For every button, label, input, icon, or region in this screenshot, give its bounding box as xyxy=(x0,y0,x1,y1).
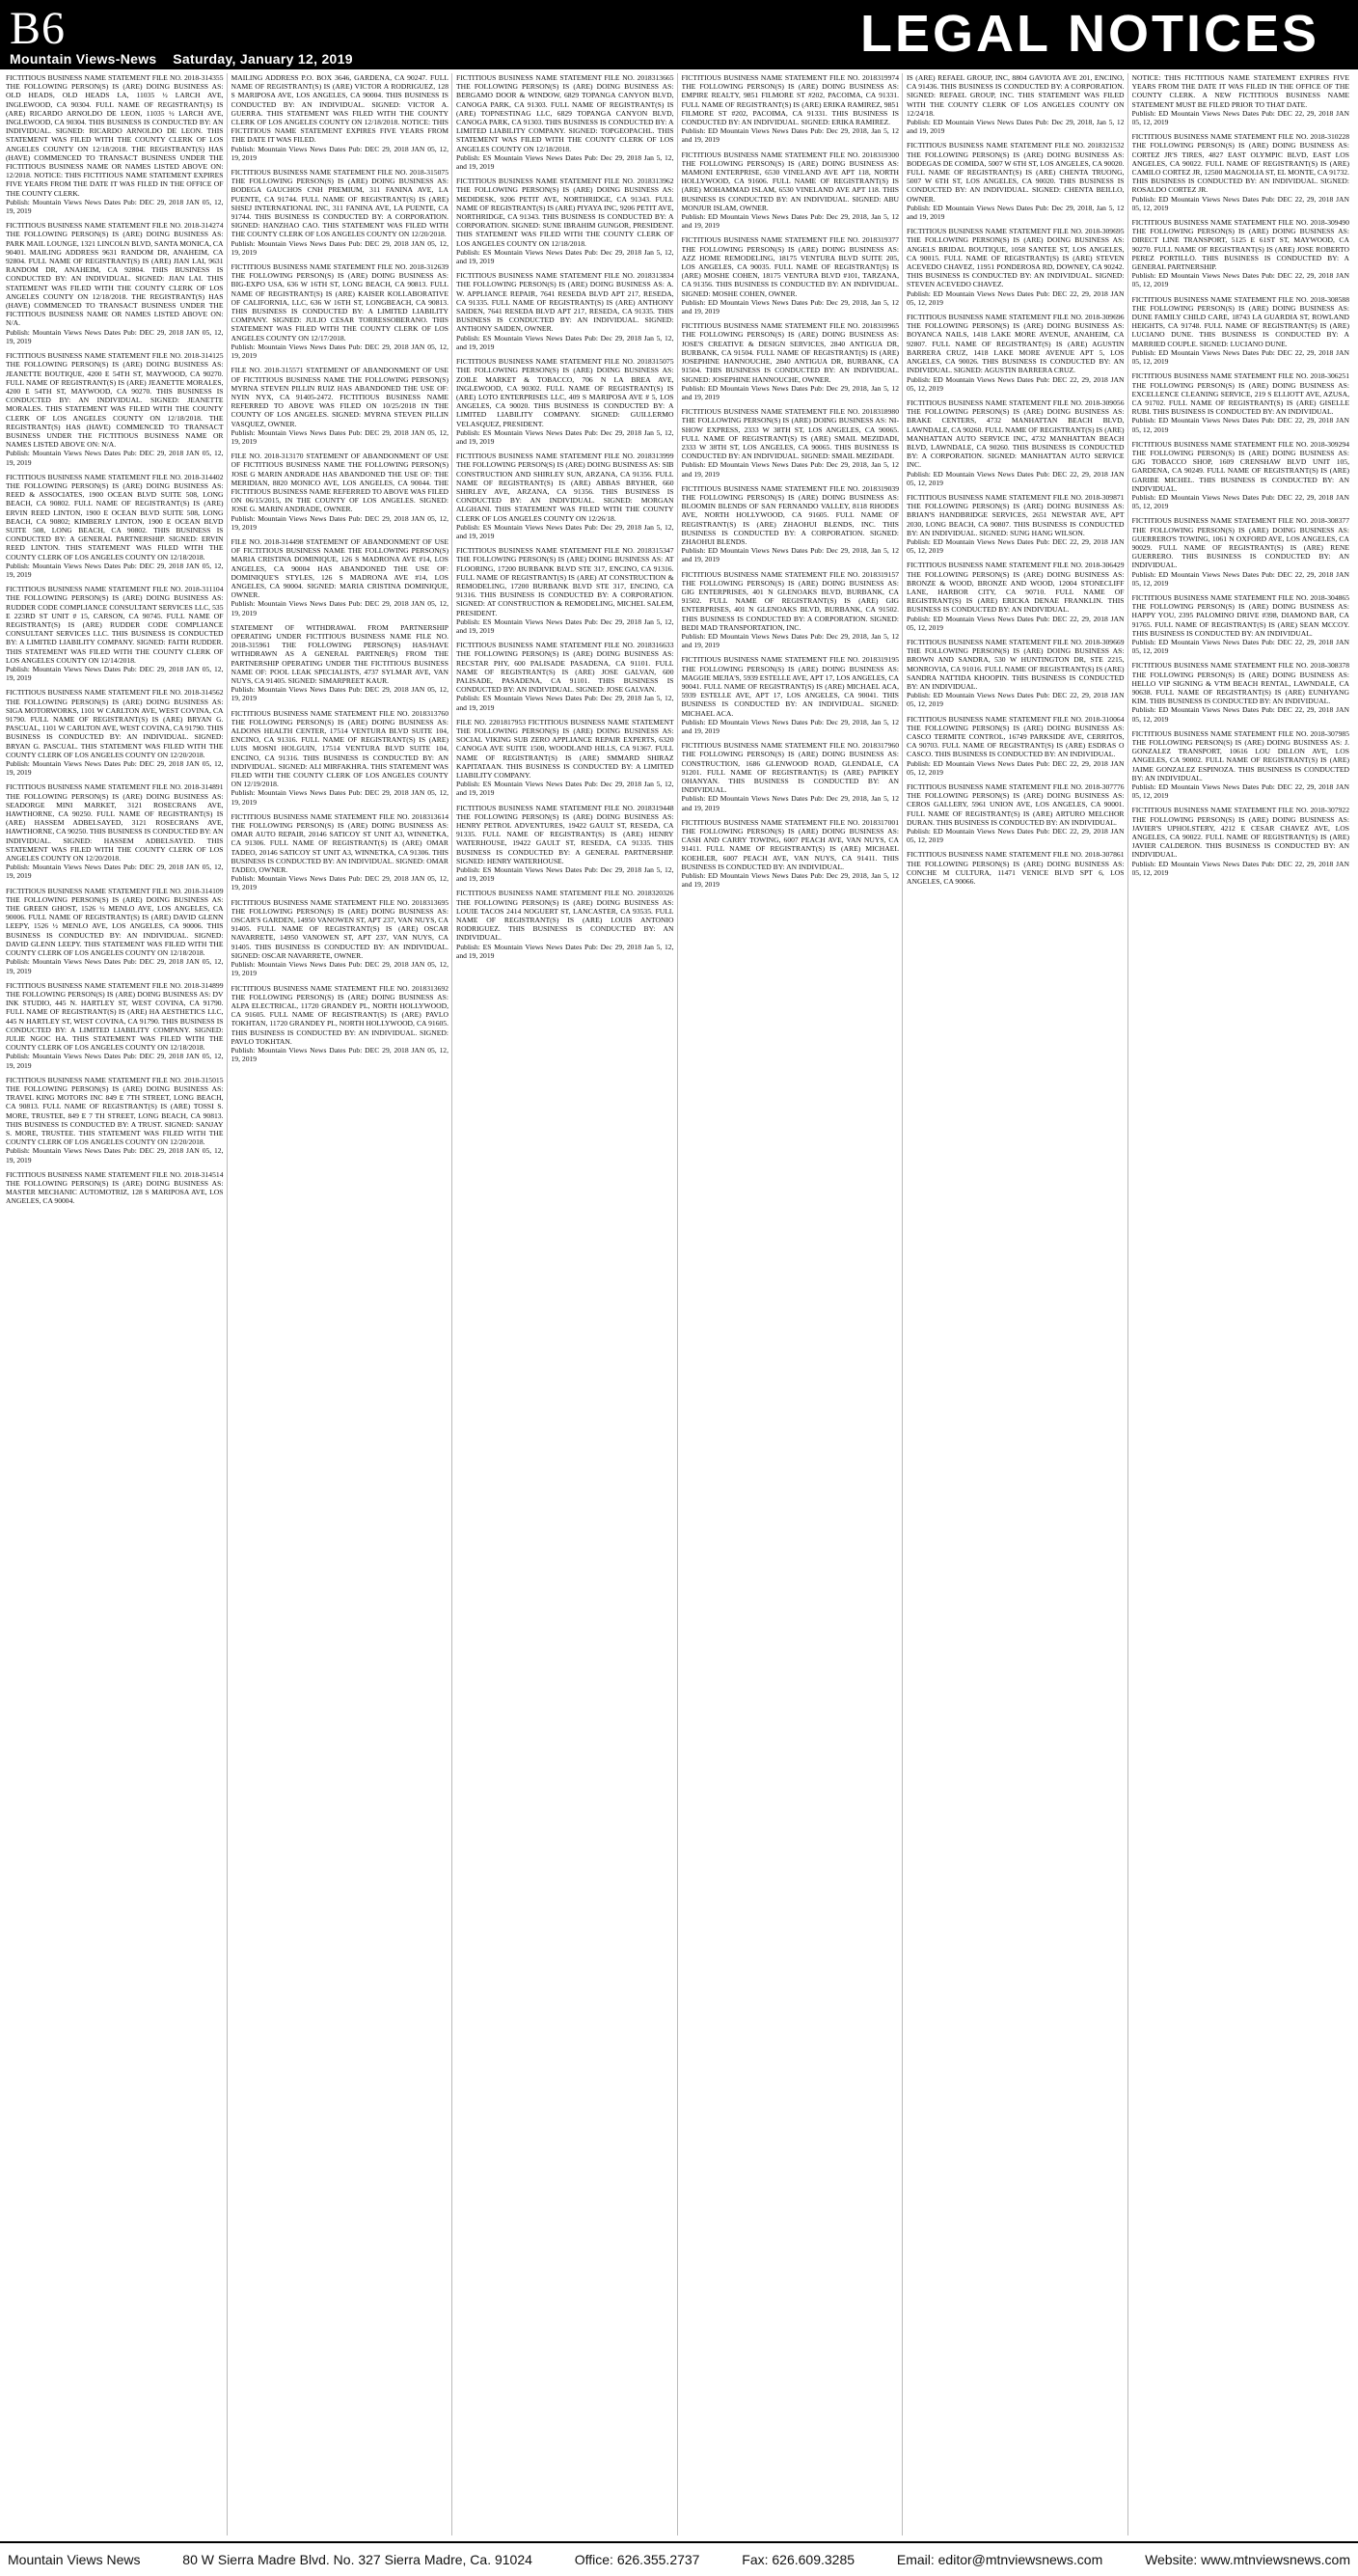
legal-notice xyxy=(6,1076,224,1165)
notice-publish-dates: Publish: ES Mountain Views News Dates Pub: Dec 29, 2018 Jan 5, 12, and 19, 2019 xyxy=(456,333,674,351)
legal-notice xyxy=(682,151,900,231)
notice-heading: FILE NO. 2018-314498 STATEMENT OF ABANDONMENT OF USE OF FICTITIOUS BUSINESS NAME xyxy=(231,536,448,556)
notice-body: THE FOLLOWING PERSON(S) IS (ARE) DOING BUSINESS AS: AT FLOORING, 17200 BURBANK BLVD STE 317, ENCINO, CA 91316. FULL NAME OF REGISTRANT(S) IS (ARE) AT CONSTRUCTION & REMODELING, 17200 BURBANK BLVD STE 317, ENCINO, CA 91316. THIS BUSINESS IS CONDUCTED BY: A CORPORATION. SIGNED: AT CONSTRUCTION & REMODELING, MICHEL SALEM, PRESIDENT. xyxy=(456,555,674,617)
notice-body: THE FOLLOWING PERSON(S) HAS/HAVE WITHDRAWN AS A GENERAL PARTNER(S) FROM THE PARTNERSHIP OPERATING UNDER THE FICTITIOUS BUSINESS NAME OF: POOL LEAK SPECIALISTS, 4737 SYLMAR AVE, VAN NUYS, CA 91405. SIGNED: SIMARPREET KAUR. xyxy=(231,641,448,685)
notice-publish-dates: Publish: ED Mountain Views News Dates Pub: Dec 29, 2018, Jan 5, 12 and 19, 2019 xyxy=(907,203,1125,222)
notice-body: THE FOLLOWING PERSON(S) IS (ARE) DOING BUSINESS AS: ALPA ELECTRICAL, 11720 GRANDEY PL, NORTH HOLLYWOOD, CA 91605. FULL NAME OF REGISTRANT(S) IS (ARE) PAVLO TOKHTAN, 11720 GRANDEY PL, NORTH HOLLYWOOD, CA 91605. THIS BUSINESS IS CONDUCTED BY: AN INDIVIDUAL. SIGNED: PAVLO TOKHTAN. xyxy=(231,992,448,1046)
notice-publish-dates: Publish: ED Mountain Views News Dates Pub: Dec 29, 2018, Jan 5, 12 and 19, 2019 xyxy=(681,460,899,479)
legal-notice xyxy=(456,641,674,712)
notice-heading: FILE NO. 2201817953 FICTITIOUS BUSINESS NAME STATEMENT xyxy=(456,717,674,726)
legal-notice xyxy=(1132,806,1350,877)
notice-heading: FICTITIOUS BUSINESS NAME STATEMENT FILE NO. 2018-309490 xyxy=(1131,218,1349,228)
notice-heading: FICTITIOUS BUSINESS NAME STATEMENT FILE NO. 2018-309294 xyxy=(1131,439,1349,449)
legal-notice xyxy=(456,452,674,540)
page-banner xyxy=(0,0,1358,69)
notice-heading: FICTITIOUS BUSINESS NAME STATEMENT FILE NO. 2018315347 xyxy=(456,546,674,556)
notice-heading: FICTITIOUS BUSINESS NAME STATEMENT FILE NO. 2018313665 xyxy=(456,73,674,82)
notice-body: THE FOLLOWING PERSON(S) IS (ARE) DOING BUSINESS AS: OMAR AUTO REPAIR, 20146 SATICOY ST UNIT A3, WINNETKA, CA 91306. FULL NAME OF REGISTRANT(S) IS (ARE) OMAR TADEO, 20146 SATICOY ST UNIT A3, WINNETKA, CA 91306. THIS BUSINESS IS CONDUCTED BY: AN INDIVIDUAL. SIGNED: OMAR TADEO, OWNER. xyxy=(231,821,448,875)
notice-body: THE FOLLOWING PERSON(S) IS (ARE) DOING BUSINESS AS: EXCELLENCE CLEANING SERVICE, 219 S ELLIOTT AVE, AZUSA, CA 91702. FULL NAME OF REGISTRANT(S) IS (ARE) GISELLE RUBI. THIS BUSINESS IS CONDUCTED BY: AN INDIVIDUAL. xyxy=(1131,380,1349,417)
notice-heading: FICTITIOUS BUSINESS NAME STATEMENT FILE NO. 2018313692 xyxy=(231,983,448,993)
legal-notice xyxy=(907,313,1125,393)
notice-publish-dates: Publish: ED Mountain Views News Dates Pub: Dec 29, 2018, Jan 5, 12 and 19, 2019 xyxy=(681,631,899,650)
notice-body: THE FOLLOWING PERSON(S) IS (ARE) DOING BUSINESS AS: SOCIAL VIKING SUB ZERO APPLIANCE REPAIR EXPERTS, 6320 CANOGA AVE SUITE 1500, WOODLAND HILLS, CA 91367. FULL NAME OF REGISTRANT(S) IS (ARE) SMMARD SHIRAZ KAPITATAAN. THIS BUSINESS IS CONDUCTED BY: A LIMITED LIABILITY COMPANY. xyxy=(456,726,674,781)
footer-website[interactable]: Website: www.mtnviewsnews.com xyxy=(1145,2552,1350,2567)
page-number: B6 xyxy=(10,3,67,54)
legal-notice xyxy=(1132,73,1350,126)
section-title: LEGAL NOTICES xyxy=(859,5,1319,63)
notice-publish-dates: Publish: ES Mountain Views News Dates Pub: Dec 29, 2018 Jan 5, 12, and 19, 2019 xyxy=(456,694,674,712)
notice-publish-dates: Publish: ED Mountain Views News Dates Pub: DEC 22, 29, 2018 JAN 05, 12, 2019 xyxy=(1131,705,1349,724)
notice-publish-dates: Publish: ES Mountain Views News Dates Pub: Dec 29, 2018 Jan 5, 12, and 19, 2019 xyxy=(456,617,674,635)
notice-heading: FICTITIOUS BUSINESS NAME STATEMENT FILE NO. 2018-315075 xyxy=(231,168,448,178)
notice-body: THE FOLLOWING PERSON(S) IS (ARE) DOING BUSINESS AS: BODEGAS DE COMIDA, 5007 W 6TH ST, LOS ANGELES, CA 90020. FULL NAME OF REGISTRANT(S) IS (ARE) CHENTA TRUONG, 5007 W 6TH ST, LOS ANGELES, CA 90020. THIS BUSINESS IS CONDUCTED BY: AN INDIVIDUAL. SIGNED: CHENTA BEILLO, OWNER. xyxy=(907,150,1125,204)
notice-publish-dates: Publish: Mountain Views News Dates Pub: DEC 29, 2018 JAN 05, 12, 19, 2019 xyxy=(231,599,448,617)
notice-publish-dates: Publish: ED Mountain Views News Dates Pub: Dec 29, 2018, Jan 5, 12 and 19, 2019 xyxy=(681,546,899,564)
notice-heading: FICTITIOUS BUSINESS NAME STATEMENT FILE NO. 2018317960 xyxy=(681,741,899,751)
notice-heading: FICTITIOUS BUSINESS NAME STATEMENT FILE NO. 2018-307776 xyxy=(907,782,1125,792)
legal-notice xyxy=(1132,440,1350,511)
notice-publish-dates: Publish: Mountain Views News Dates Pub: DEC 29, 2018 JAN 05, 12, 19, 2019 xyxy=(6,665,224,683)
legal-notice xyxy=(682,407,900,479)
legal-notice xyxy=(231,984,449,1064)
legal-notice xyxy=(682,741,900,812)
notice-body: THE FOLLOWING PERSON(S) IS (ARE) DOING BUSINESS AS: J. GONZALEZ TRANSPORT, 10616 LOU DILLON AVE, LOS ANGELES, CA 90002. FULL NAME OF REGISTRANT(S) IS (ARE) JAIME GONZALEZ ESPINOZA. THIS BUSINESS IS CONDUCTED BY: AN INDIVIDUAL. xyxy=(1131,738,1349,782)
legal-notice xyxy=(456,73,674,171)
notice-heading: FICTITIOUS BUSINESS NAME STATEMENT FILE NO. 2018313962 xyxy=(456,177,674,186)
legal-notice xyxy=(231,452,449,532)
notice-heading: FICTITIOUS BUSINESS NAME STATEMENT FILE NO. 2018-314514 xyxy=(6,1169,224,1179)
legal-notice xyxy=(1132,218,1350,289)
legal-notice xyxy=(456,718,674,798)
notice-heading: FICTITIOUS BUSINESS NAME STATEMENT FILE NO. 2018-310228 xyxy=(1131,132,1349,142)
notice-publish-dates: Publish: ED Mountain Views News Dates Pub: DEC 22, 29, 2018 JAN 05, 12, 2019 xyxy=(1131,637,1349,656)
notice-heading: FICTITIOUS BUSINESS NAME STATEMENT FILE NO. 2018313695 xyxy=(231,897,448,907)
notice-publish-dates: Publish: ED Mountain Views News Dates Pub: Dec 29, 2018, Jan 5, 12 and 19, 2019 xyxy=(681,212,899,231)
notice-publish-dates: Publish: ES Mountain Views News Dates Pub: Dec 29, 2018 Jan 5, 12, and 19, 2019 xyxy=(456,247,674,266)
notice-body: THE FOLLOWING PERSON(S) IS (ARE) DOING BUSINESS AS: CONSTRUCTION, 1686 GLENWOOD ROAD, GLENDALE, CA 91201. FULL NAME OF REGISTRANT(S) IS (ARE) PAPIKEY OHANYAN. THIS BUSINESS IS CONDUCTED BY: AN INDIVIDUAL. xyxy=(681,750,899,795)
legal-notice xyxy=(231,262,449,360)
notice-publish-dates: Publish: ED Mountain Views News Dates Pub: DEC 22, 29, 2018 JAN 05, 12, 2019 xyxy=(1131,492,1349,511)
legal-notice xyxy=(1132,295,1350,367)
notice-heading: FICTITIOUS BUSINESS NAME STATEMENT FILE NO. 2018319195 xyxy=(681,655,899,665)
notice-body: THE FOLLOWING PERSON(S) MARIA CRISTINA DOMINIQUE, 126 S MADRONA AVE #14, LOS ANGELES, CA 90004 HAS ABANDONED THE USE OF: DOMINIQUE'S STYLES, 126 S MADRONA AVE #14, LOS ANGELES, CA 90004. SIGNED: MARIA CRISTINA DOMINIQUE, OWNER. xyxy=(231,546,448,600)
notice-heading: FICTITIOUS BUSINESS NAME STATEMENT FILE NO. 2018-312639 xyxy=(231,262,448,272)
notice-publish-dates: Publish: Mountain Views News Dates Pub: DEC 29, 2018 JAN 05, 12, 19, 2019 xyxy=(231,788,448,807)
notice-body: THE FOLLOWING PERSON(S) IS (ARE) DOING BUSINESS AS: BIG-EXPO USA, 636 W 16TH ST, LONG BEACH, CA 90813. FULL NAME OF REGISTRANT(S) IS (ARE) KAISER KOLLABORATIVE OF CALIFORNIA, LLC, 636 W 16TH ST, LONGBEACH, CA 90813. THIS BUSINESS IS CONDUCTED BY: A LIMITED LIABILITY COMPANY. SIGNED: JULIO CESAR TORRESSOBERANO. THIS STATEMENT WAS FILED WITH THE COUNTY CLERK OF LOS ANGELES COUNTY ON 12/17/2018. xyxy=(231,271,448,343)
notice-column xyxy=(907,73,1128,2535)
notice-publish-dates: Publish: ES Mountain Views News Dates Pub: Dec 29, 2018 Jan 5, 12, and 19, 2019 xyxy=(456,427,674,446)
notice-body: THE FOLLOWING PERSON(S) IS (ARE) DOING BUSINESS AS: EMPIRE REALTY, 9851 FILMORE ST #202, PACOIMA, CA 91331. FULL NAME OF REGISTRANT(S) IS (ARE) ERIKA RAMIREZ, 9851 FILMORE ST #202, PACOIMA, CA 91331. THIS BUSINESS IS CONDUCTED BY: AN INDIVIDUAL. SIGNED: ERIKA RAMIREZ. xyxy=(681,82,899,127)
notice-publish-dates: Publish: ES Mountain Views News Dates Pub: Dec 29, 2018 Jan 5, 12, and 19, 2019 xyxy=(456,152,674,172)
notice-body: THE FOLLOWING PERSON(S) IS (ARE) DOING BUSINESS AS: BRIAN'S HANDBRIDGE SERVICES, 2651 NEWSTAR AVE, APT 2030, LONG BEACH, CA 90807. THIS BUSINESS IS CONDUCTED BY: AN INDIVIDUAL. SIGNED: SUNG HANG WILSON. xyxy=(907,502,1125,537)
legal-notice xyxy=(907,715,1125,777)
notice-body: THE FOLLOWING PERSON(S) IS (ARE) DOING BUSINESS AS: ANGELS BRIDAL BOUTIQUE, 1058 SANTEE ST, LOS ANGELES, CA 90015. FULL NAME OF REGISTRANT(S) IS (ARE) STEVEN ACEVEDO CHAVEZ, 11951 PONDEROSA RD, DOWNEY, CA 90242. THIS BUSINESS IS CONDUCTED BY: AN INDIVIDUAL. SIGNED: STEVEN ACEVEDO CHAVEZ. xyxy=(907,235,1125,289)
notice-columns xyxy=(6,73,1352,2535)
notice-publish-dates: Publish: ED Mountain Views News Dates Pub: DEC 22, 29, 2018 JAN 05, 12, 2019 xyxy=(907,374,1125,393)
legal-notice xyxy=(231,73,449,162)
notice-publish-dates: Publish: ED Mountain Views News Dates Pub: DEC 22, 29, 2018 JAN 05, 12, 2019 xyxy=(907,614,1125,632)
notice-heading: FICTITIOUS BUSINESS NAME STATEMENT FILE NO. 2018319965 xyxy=(681,321,899,331)
notice-body: NOTICE: THIS FICTITIOUS NAME STATEMENT EXPIRES FIVE YEARS FROM THE DATE IT WAS FILED IN THE OFFICE OF THE COUNTY CLERK. A NEW FICTITIOUS BUSINESS NAME STATEMENT MUST BE FILED PRIOR TO THAT DATE. xyxy=(1131,73,1349,109)
footer-publication: Mountain Views News xyxy=(8,2552,141,2567)
notice-body: THE FOLLOWING PERSON(S) IS (ARE) DOING BUSINESS AS: SEADORGE MINI MARKET, 3121 ROSECRANS AVE, HAWTHORNE, CA 90250. FULL NAME OF REGISTRANT(S) IS (ARE) HASSEM ADBELSAYED, 3121 ROSECRANS AVE, HAWTHORNE, CA 90250. THIS BUSINESS IS CONDUCTED BY: AN INDIVIDUAL. SIGNED: HASSEM ADBELSAYED. THIS STATEMENT WAS FILED WITH THE COUNTY CLERK OF LOS ANGELES COUNTY ON 12/20/2018. xyxy=(6,791,224,863)
notice-column xyxy=(1132,73,1353,2535)
footer-address: 80 W Sierra Madre Blvd. No. 327 Sierra Madre, Ca. 91024 xyxy=(182,2552,532,2567)
notice-heading: FICTITIOUS BUSINESS NAME STATEMENT FILE NO. 2018313614 xyxy=(231,811,448,821)
notice-heading: FICTITIOUS BUSINESS NAME STATEMENT FILE NO. 2018319039 xyxy=(681,483,899,493)
legal-notice xyxy=(456,889,674,960)
notice-publish-dates: Publish: Mountain Views News Dates Pub: DEC 29, 2018 JAN 05, 12, 19, 2019 xyxy=(231,144,448,162)
legal-notice xyxy=(6,887,224,975)
notice-heading: FICTITIOUS BUSINESS NAME STATEMENT FILE NO. 2018-314891 xyxy=(6,782,224,792)
notice-heading: FICTITIOUS BUSINESS NAME STATEMENT FILE NO. 2018320326 xyxy=(456,889,674,898)
notice-body: THE FOLLOWING PERSON(S) IS (ARE) DOING BUSINESS AS: JOSE'S CREATIVE & DESIGN SERVICES, 2840 ANTIGUA DR, BURBANK, CA 91504. FULL NAME OF REGISTRANT(S) IS (ARE) JOSEPHINE HANNOUCHE, 2840 ANTIGUA DR, BURBANK, CA 91504. THIS BUSINESS IS CONDUCTED BY: AN INDIVIDUAL. SIGNED: JOSEPHINE HANNOUCHE, OWNER. xyxy=(681,330,899,384)
notice-body: THE FOLLOWING PERSON(S) IS (ARE) DOING BUSINESS AS: A. W. APPLIANCE REPAIR, 7641 RESEDA BLVD APT 217, RESEDA, CA 91335. FULL NAME OF REGISTRANT(S) IS (ARE) ANTHONY SAIDEN, 7641 RESEDA BLVD APT 217, RESEDA, CA 91335. THIS BUSINESS IS CONDUCTED BY: AN INDIVIDUAL. SIGNED: ANTHONY SAIDEN, OWNER. xyxy=(456,280,674,334)
notice-publish-dates: Publish: Mountain Views News Dates Pub: DEC 29, 2018 JAN 05, 12, 19, 2019 xyxy=(231,427,448,446)
legal-notice xyxy=(907,850,1125,886)
notice-heading: FICTITIOUS BUSINESS NAME STATEMENT FILE NO. 2018-306429 xyxy=(907,561,1125,570)
legal-notice xyxy=(682,484,900,564)
notice-heading: FICTITIOUS BUSINESS NAME STATEMENT FILE NO. 2018313999 xyxy=(456,452,674,461)
notice-heading: FICTITIOUS BUSINESS NAME STATEMENT FILE NO. 2018319448 xyxy=(456,803,674,812)
notice-heading: FICTITIOUS BUSINESS NAME STATEMENT FILE NO. 2018-315015 xyxy=(6,1075,224,1084)
legal-notice xyxy=(6,981,224,1070)
notice-body: THE FOLLOWING PERSON(S) IS (ARE) DOING BUSINESS AS: BERGAMO DOOR & WINDOW, 6829 TOPANGA CANYON BLVD, CANOGA PARK, CA 91303. FULL NAME OF REGISTRANT(S) IS (ARE) TOPNESTINAG LLC, 6829 TOPANGA CANYON BLVD, CANOGA PARK, CA 91303. THIS BUSINESS IS CONDUCTED BY: A LIMITED LIABILITY COMPANY. SIGNED: TOPGEOPACHL. THIS STATEMENT WAS FILED WITH THE COUNTY CLERK OF LOS ANGELES COUNTY ON 12/18/2018. xyxy=(456,82,674,153)
notice-column xyxy=(682,73,904,2535)
notice-publish-dates: Publish: Mountain Views News Dates Pub: DEC 29, 2018 JAN 05, 12, 19, 2019 xyxy=(231,238,448,257)
notice-body: THE FOLLOWING PERSON(S) IS (ARE) DOING BUSINESS AS: RECSTAR PHY, 600 PALISADE PASADENA, CA 91101. FULL NAME OF REGISTRANT(S) IS (ARE) JOSE GALVAN, 600 PALISADE, PASADENA, CA 91101. THIS BUSINESS IS CONDUCTED BY: AN INDIVIDUAL. SIGNED: JOSE GALVAN. xyxy=(456,649,674,695)
notice-body: THE FOLLOWING PERSON(S) IS (ARE) DOING BUSINESS AS: NI-SHOW EXPRESS, 2333 W 38TH ST, LOS ANGELES, CA 90065. FULL NAME OF REGISTRANT(S) IS (ARE) SMAIL MEZIDADI, 2333 W 38TH ST, LOS ANGELES, CA 90065. THIS BUSINESS IS CONDUCTED BY: AN INDIVIDUAL. SIGNED: SMAIL MEZIDADI. xyxy=(681,416,899,461)
notice-heading: FICTITIOUS BUSINESS NAME STATEMENT FILE NO. 2018-308588 xyxy=(1131,294,1349,304)
legal-notice xyxy=(1132,729,1350,801)
legal-notice xyxy=(907,561,1125,632)
notice-body: THE FOLLOWING PERSON(S) IS (ARE) DOING BUSINESS AS: GUERRERO'S TOWING, 1061 N OXFORD AVE, LOS ANGELES, CA 90029. FULL NAME OF REGISTRANT(S) IS (ARE) RENE GUERRERO. THIS BUSINESS IS CONDUCTED BY: AN INDIVIDUAL. xyxy=(1131,525,1349,570)
notice-body: IS (ARE) REFAEL GROUP, INC, 8804 GAVIOTA AVE 201, ENCINO, CA 91436. THIS BUSINESS IS CONDUCTED BY: A CORPORATION. SIGNED: REFAEL GROUP, INC. THIS STATEMENT WAS FILED WITH THE COUNTY CLERK OF LOS ANGELES COUNTY ON 12/24/18. xyxy=(907,73,1125,118)
notice-column xyxy=(231,73,453,2535)
notice-publish-dates: Publish: ED Mountain Views News Dates Pub: DEC 22, 29, 2018 JAN 05, 12, 2019 xyxy=(907,469,1125,487)
notice-heading: FICTITIOUS BUSINESS NAME STATEMENT FILE NO. 2018315075 xyxy=(456,357,674,367)
notice-heading: FICTITIOUS BUSINESS NAME STATEMENT FILE NO. 2018321532 xyxy=(907,141,1125,151)
notice-publish-dates: Publish: ED Mountain Views News Dates Pub: DEC 22, 29, 2018 JAN 05, 12, 2019 xyxy=(907,288,1125,307)
notice-heading: FICTITIOUS BUSINESS NAME STATEMENT FILE NO. 2018-306251 xyxy=(1131,371,1349,381)
notice-heading: FICTITIOUS BUSINESS NAME STATEMENT FILE NO. 2018-309695 xyxy=(907,227,1125,236)
notice-heading: FICTITIOUS BUSINESS NAME STATEMENT FILE NO. 2018-314109 xyxy=(6,886,224,895)
notice-body: THE FOLLOWING PERSON(S) MYRNA STEVEN PILLIN RUIZ HAS ABANDONED THE USE OF: NYIN NYX, CA 91405-2472. FICTITIOUS BUSINESS NAME REFERRED TO ABOVE WAS FILED ON 10/25/2018 IN THE COUNTY OF LOS ANGELES. SIGNED: MYRNA STEVEN PILLIN VASQUEZ, OWNER. xyxy=(231,374,448,428)
legal-notice xyxy=(682,818,900,890)
legal-notice xyxy=(6,73,224,215)
legal-notice xyxy=(907,141,1125,221)
legal-notice xyxy=(682,235,900,315)
notice-publish-dates: Publish: ED Mountain Views News Dates Pub: DEC 22, 29, 2018 JAN 05, 12, 2019 xyxy=(1131,271,1349,289)
notice-heading: FICTITIOUS BUSINESS NAME STATEMENT FILE NO. 2018313834 xyxy=(456,271,674,281)
notice-body: THE FOLLOWING PERSON(S) IS (ARE) DOING BUSINESS AS: JEANETTE BOUTIQUE, 4200 E 54TH ST, MAYWOOD, CA 90270. FULL NAME OF REGISTRANT(S) IS (ARE) JEANETTE MORALES, 4200 E 54TH ST, MAYWOOD, CA 90270. THIS BUSINESS IS CONDUCTED BY: AN INDIVIDUAL. SIGNED: JEANETTE MORALES. THIS STATEMENT WAS FILED WITH THE COUNTY CLERK OF LOS ANGELES COUNTY ON 12/18/2018. THE REGISTRANT(S) HAS (HAVE) COMMENCED TO TRANSACT BUSINESS UNDER THE FICTITIOUS BUSINESS NAME OR NAMES LISTED ABOVE ON: N/A. xyxy=(6,360,224,450)
notice-body: THE FOLLOWING PERSON(S) IS (ARE) DOING BUSINESS AS: PARK MAIL LOUNGE, 1321 LINCOLN BLVD, SANTA MONICA, CA 90401. MAILING ADDRESS 9631 RANDOM DR, ANAHEIM, CA 92804. FULL NAME OF REGISTRANT(S) IS (ARE) JIAN LAI, 9631 RANDOM DR, ANAHEIM, CA 92804. THIS BUSINESS IS CONDUCTED BY: AN INDIVIDUAL. SIGNED: JIAN LAI. THIS STATEMENT WAS FILED WITH THE COUNTY CLERK OF LOS ANGELES COUNTY ON 12/18/2018. THE REGISTRANT(S) HAS (HAVE) COMMENCED TO TRANSACT BUSINESS UNDER THE FICTITIOUS BUSINESS NAME OR NAMES LISTED ABOVE ON: N/A. xyxy=(6,230,224,328)
legal-notice xyxy=(231,623,449,703)
notice-heading: FICTITIOUS BUSINESS NAME STATEMENT FILE NO. 2018-314402 xyxy=(6,472,224,481)
notice-publish-dates: Publish: ED Mountain Views News Dates Pub: DEC 22, 29, 2018 JAN 05, 12, 2019 xyxy=(1131,416,1349,434)
notice-publish-dates: Publish: ED Mountain Views News Dates Pub: DEC 22, 29, 2018 JAN 05, 12, 2019 xyxy=(1131,108,1349,127)
notice-publish-dates: Publish: ED Mountain Views News Dates Pub: Dec 29, 2018, Jan 5, 12 and 19, 2019 xyxy=(681,297,899,316)
legal-notice xyxy=(231,812,449,892)
notice-publish-dates: Publish: Mountain Views News Dates Pub: DEC 29, 2018 JAN 05, 12, 19, 2019 xyxy=(6,561,224,579)
notice-publish-dates: Publish: ES Mountain Views News Dates Pub: Dec 29, 2018 Jan 5, 12, and 19, 2019 xyxy=(456,780,674,798)
notice-body: THE FOLLOWING PERSON(S) IS (ARE) DOING BUSINESS AS: THE GREEN GHOST, 1526 ½ MENLO AVE, LOS ANGELES, CA 90006. FULL NAME OF REGISTRANT(S) IS (ARE) DAVID GLENN LEEPY, 1526 ½ MENLO AVE, LOS ANGELES, CA 90006. THIS BUSINESS IS CONDUCTED BY: AN INDIVIDUAL. SIGNED: DAVID GLENN LEEPY. THIS STATEMENT WAS FILED WITH THE COUNTY CLERK OF LOS ANGELES COUNTY ON 12/18/2018. xyxy=(6,894,224,958)
legal-notice xyxy=(6,1170,224,1206)
notice-body: THE FOLLOWING PERSON(S) IS (ARE) DOING BUSINESS AS: GIG ENTERPRISES, 401 N GLENOAKS BLVD, BURBANK, CA 91502. FULL NAME OF REGISTRANT(S) IS (ARE) GIG ENTERPRISES, 401 N GLENOAKS BLVD, BURBANK, CA 91502. THIS BUSINESS IS CONDUCTED BY: A CORPORATION. SIGNED: BEDI MAD TRANSPORTATION, INC. xyxy=(681,578,899,632)
notice-publish-dates: Publish: ED Mountain Views News Dates Pub: Dec 29, 2018, Jan 5, 12 and 19, 2019 xyxy=(681,383,899,401)
notice-publish-dates: Publish: Mountain Views News Dates Pub: DEC 29, 2018 JAN 05, 12, 19, 2019 xyxy=(6,1146,224,1165)
notice-heading: FICTITIOUS BUSINESS NAME STATEMENT FILE NO. 2018319377 xyxy=(681,235,899,245)
legal-notice xyxy=(907,227,1125,307)
notice-heading: FICTITIOUS BUSINESS NAME STATEMENT FILE NO. 2018-307922 xyxy=(1131,806,1349,815)
notice-publish-dates: Publish: Mountain Views News Dates Pub: DEC 29, 2018 JAN 05, 12, 19, 2019 xyxy=(231,685,448,703)
notice-body: THE FOLLOWING PERSON(S) IS (ARE) DOING BUSINESS AS: DUNE FAMILY CHILD CARE, 18743 LA GUARDIA ST, ROWLAND HEIGHTS, CA 91748. FULL NAME OF REGISTRANT(S) IS (ARE) LUCIANO DUNE. THIS BUSINESS IS CONDUCTED BY: A MARRIED COUPLE. SIGNED: LUCIANO DUNE. xyxy=(1131,303,1349,348)
notice-heading: FICTITIOUS BUSINESS NAME STATEMENT FILE NO. 2018-309056 xyxy=(907,397,1125,407)
legal-notice xyxy=(682,73,900,145)
legal-notice xyxy=(456,271,674,351)
notice-heading: FICTITIOUS BUSINESS NAME STATEMENT FILE NO. 2018313760 xyxy=(231,708,448,718)
notice-publish-dates: Publish: ED Mountain Views News Dates Pub: DEC 22, 29, 2018 JAN 05, 12, 2019 xyxy=(907,691,1125,709)
notice-publish-dates: Publish: Mountain Views News Dates Pub: DEC 29, 2018 JAN 05, 12, 19, 2019 xyxy=(231,513,448,532)
notice-body: THE FOLLOWING PERSON(S) IS (ARE) DOING BUSINESS AS: GJG TOBACCO SHOP, 1609 CRENSHAW BLVD UNIT 105, GARDENA, CA 90249. FULL NAME OF REGISTRANT(S) IS (ARE) GARIBE MICHEL. THIS BUSINESS IS CONDUCTED BY: AN INDIVIDUAL. xyxy=(1131,448,1349,493)
legal-notice xyxy=(231,537,449,617)
notice-heading: FICTITIOUS BUSINESS NAME STATEMENT FILE NO. 2018-309696 xyxy=(907,313,1125,322)
legal-notice xyxy=(682,570,900,650)
notice-publish-dates: Publish: ED Mountain Views News Dates Pub: Dec 29, 2018, Jan 5, 12 and 19, 2019 xyxy=(907,118,1125,136)
notice-publish-dates: Publish: ED Mountain Views News Dates Pub: DEC 22, 29, 2018 JAN 05, 12, 2019 xyxy=(907,536,1125,556)
notice-body: MAILING ADDRESS P.O. BOX 3646, GARDENA, CA 90247. FULL NAME OF REGISTRANT(S) IS (ARE) VICTOR A RODRIGUEZ, 128 S MARIPOSA AVE, LOS ANGELES, CA 90004. THIS BUSINESS IS CONDUCTED BY: AN INDIVIDUAL. SIGNED: VICTOR A. GUERRA. THIS STATEMENT WAS FILED WITH THE COUNTY CLERK OF LOS ANGELES COUNTY ON 12/18/2018. NOTICE: THIS FICTITIOUS NAME STATEMENT EXPIRES FIVE YEARS FROM THE DATE IT WAS FILED. xyxy=(231,73,448,145)
notice-body: THE FOLLOWING PERSON(S) IS (ARE) DOING BUSINESS AS: DIRECT LINE TRANSPORT, 5125 E 61ST ST, MAYWOOD, CA 90270. FULL NAME OF REGISTRANT(S) IS (ARE) JOSE ROBERTO PEREZ PORTILLO. THIS BUSINESS IS CONDUCTED BY: A GENERAL PARTNERSHIP. xyxy=(1131,227,1349,272)
notice-body: THE FOLLOWING PERSON(S) IS (ARE) DOING BUSINESS AS: BROWN AND SANDRA, 530 W HUNTINGTON DR, STE 2215, MONROVIA, CA 91016. FULL NAME OF REGISTRANT(S) IS (ARE) SANDRA NATTIDA KHOOPIN. THIS BUSINESS IS CONDUCTED BY: AN INDIVIDUAL. xyxy=(907,646,1125,691)
notice-heading: FICTITIOUS BUSINESS NAME STATEMENT FILE NO. 2018-309669 xyxy=(907,637,1125,646)
legal-notice xyxy=(6,221,224,345)
notice-publish-dates: Publish: Mountain Views News Dates Pub: DEC 29, 2018 JAN 05, 12, 19, 2019 xyxy=(231,874,448,892)
notice-heading: FICTITIOUS BUSINESS NAME STATEMENT FILE NO. 2018316633 xyxy=(456,641,674,650)
notice-body: THE FOLLOWING PERSON(S) IS (ARE) DOING BUSINESS AS: DV INK STUDIO, 445 N. HARTLEY ST, WEST COVINA, CA 91790. FULL NAME OF REGISTRANT(S) IS (ARE) HA AESTHETICS LLC, 445 N HARTLEY ST, WEST COVINA, CA 91790. THIS BUSINESS IS CONDUCTED BY: A LIMITED LIABILITY COMPANY. SIGNED: JULIE NGOC HA. THIS STATEMENT WAS FILED WITH THE COUNTY CLERK OF LOS ANGELES COUNTY ON 12/18/2018. xyxy=(6,989,224,1053)
notice-heading: FICTITIOUS BUSINESS NAME STATEMENT FILE NO. 2018-314274 xyxy=(6,221,224,231)
notice-publish-dates: Publish: ED Mountain Views News Dates Pub: DEC 22, 29, 2018 JAN 05, 12, 2019 xyxy=(1131,194,1349,212)
notice-body: THE FOLLOWING PERSON(S) IS (ARE) DOING BUSINESS AS: CORTEZ JR'S TIRES, 4827 EAST OLYMPIC BLVD, EAST LOS ANGELES, CA 90022. FULL NAME OF REGISTRANT(S) IS (ARE) CAMILO CORTEZ JR, 12500 MAGNOLIA ST, EL MONTE, CA 91732. THIS BUSINESS IS CONDUCTED BY: AN INDIVIDUAL. SIGNED: ROSALDO CORTEZ JR. xyxy=(1131,141,1349,195)
notice-publish-dates: Publish: Mountain Views News Dates Pub: DEC 29, 2018 JAN 05, 12, 19, 2019 xyxy=(6,1052,224,1070)
legal-notice xyxy=(231,168,449,257)
notice-body: THE FOLLOWING PERSON(S) IS (ARE) DOING BUSINESS AS: ALDONS HEALTH CENTER, 17514 VENTURA BLVD SUITE 104, ENCINO, CA 91316. FULL NAME OF REGISTRANT(S) IS (ARE) LUIS MOSNI HOLGUIN, 17514 VENTURA BLVD SUITE 104, ENCINO, CA 91316. THIS BUSINESS IS CONDUCTED BY: AN INDIVIDUAL. SIGNED: ALI MIRFAKHRA. THIS STATEMENT WAS FILED WITH THE COUNTY CLERK OF LOS ANGELES COUNTY ON 12/19/2018. xyxy=(231,717,448,789)
legal-notice xyxy=(907,73,1125,135)
notice-heading: FICTITIOUS BUSINESS NAME STATEMENT FILE NO. 2018-307861 xyxy=(907,850,1125,860)
notice-body: THE FOLLOWING PERSON(S) IS (ARE) DOING BUSINESS AS: BLOOMIN BLENDS OF SAN FERNANDO VALLEY, 8118 RHODES AVE, NORTH HOLLYWOOD, CA 91605. FULL NAME OF REGISTRANT(S) IS (ARE) ZHAOHUI BLENDS, INC. THIS BUSINESS IS CONDUCTED BY: A CORPORATION. SIGNED: ZHAOHUI BLENDS. xyxy=(681,492,899,546)
notice-body: THE FOLLOWING PERSON(S) IS (ARE) DOING BUSINESS AS: HENRY PETROL ADVENTURES, 19422 GAULT ST, RESEDA, CA 91335. FULL NAME OF REGISTRANT(S) IS (ARE) HENRY WATERHOUSE, 19422 GAULT ST, RESEDA, CA 91335. THIS BUSINESS IS CONDUCTED BY: A GENERAL PARTNERSHIP. SIGNED: HENRY WATERHOUSE. xyxy=(456,811,674,865)
legal-notice xyxy=(231,709,449,807)
legal-notice xyxy=(907,398,1125,487)
notice-column xyxy=(456,73,678,2535)
legal-notice xyxy=(231,366,449,446)
legal-notice xyxy=(456,804,674,884)
notice-heading: FICTITIOUS BUSINESS NAME STATEMENT FILE NO. 2018-309871 xyxy=(907,492,1125,502)
notice-body: THE FOLLOWING PERSON(S) IS (ARE) DOING BUSINESS AS: SIB CONSTRUCTION AND SHIRLEY SUN, ARZANA, CA 91356. FULL NAME OF REGISTRANT(S) IS (ARE) ABBAS BRYHER, 660 SHIRLEY AVE, ARZANA, CA 91356. THIS BUSINESS IS CONDUCTED BY: AN INDIVIDUAL. SIGNED: MORGAN ALGHANI. THIS STATEMENT WAS FILED WITH THE COUNTY CLERK OF LOS ANGELES COUNTY ON 12/26/18. xyxy=(456,460,674,523)
notice-heading: FICTITIOUS BUSINESS NAME STATEMENT FILE NO. 2018-307985 xyxy=(1131,728,1349,738)
notice-publish-dates: Publish: Mountain Views News Dates Pub: DEC 29, 2018 JAN 05, 12, 19, 2019 xyxy=(6,327,224,345)
notice-heading: FILE NO. 2018-315571 STATEMENT OF ABANDONMENT OF USE OF FICTITIOUS BUSINESS NAME xyxy=(231,366,448,384)
notice-body: THE FOLLOWING PERSON(S) IS (ARE) DOING BUSINESS AS: CASCO TERMITE CONTROL, 16749 PARKSIDE AVE, CERRITOS, CA 90703. FULL NAME OF REGISTRANT(S) IS (ARE) ESDRAS O CASCO. THIS BUSINESS IS CONDUCTED BY: AN INDIVIDUAL. xyxy=(907,723,1125,759)
notice-heading: FICTITIOUS BUSINESS NAME STATEMENT FILE NO. 2018319300 xyxy=(681,150,899,159)
legal-notice xyxy=(907,782,1125,844)
notice-heading: FILE NO. 2018-313170 STATEMENT OF ABANDONMENT OF USE OF FICTITIOUS BUSINESS NAME xyxy=(231,452,448,470)
notice-heading: STATEMENT OF WITHDRAWAL FROM PARTNERSHIP OPERATING UNDER FICTITIOUS BUSINESS NAME FILE NO. 2018-315961 xyxy=(231,622,448,650)
notice-publish-dates: Publish: ED Mountain Views News Dates Pub: Dec 29, 2018, Jan 5, 12 and 19, 2019 xyxy=(681,794,899,812)
notice-body: THE FOLLOWING PERSON(S) IS (ARE) DOING BUSINESS AS: HAPPY YOU, 2395 PALOMINO DRIVE #398, DIAMOND BAR, CA 91765. FULL NAME OF REGISTRANT(S) IS (ARE) SEAN MCCOY. THIS BUSINESS IS CONDUCTED BY: AN INDIVIDUAL. xyxy=(1131,602,1349,638)
notice-publish-dates: Publish: ED Mountain Views News Dates Pub: Dec 29, 2018, Jan 5, 12 and 19, 2019 xyxy=(681,126,899,145)
notice-publish-dates: Publish: Mountain Views News Dates Pub: DEC 29, 2018 JAN 05, 12, 19, 2019 xyxy=(6,863,224,881)
legal-notice xyxy=(231,898,449,978)
notice-body: THE FOLLOWING PERSON(S) IS (ARE) DOING BUSINESS AS: OSCAR'S GARDEN, 14950 VANOWEN ST, APT 237, VAN NUYS, CA 91405. FULL NAME OF REGISTRANT(S) IS (ARE) OSCAR NAVARRETE, 14950 VANOWEN ST, APT 237, VAN NUYS, CA 91405. THIS BUSINESS IS CONDUCTED BY: AN INDIVIDUAL. SIGNED: OSCAR NAVARRETE, OWNER. xyxy=(231,906,448,960)
legal-notice xyxy=(6,473,224,579)
notice-body: THE FOLLOWING PERSON(S) IS (ARE) DOING BUSINESS AS: RUDDER CODE COMPLIANCE CONSULTANT SERVICES LLC, 535 E 223RD ST UNIT # 15, CARSON, CA 90745. FULL NAME OF REGISTRANT(S) IS (ARE) RUDDER CODE COMPLIANCE CONSULTANT SERVICES LLC. THIS BUSINESS IS CONDUCTED BY: A LIMITED LIABILITY COMPANY. SIGNED: FAITH RUDDER. THIS STATEMENT WAS FILED WITH THE COUNTY CLERK OF LOS ANGELES COUNTY ON 12/14/2018. xyxy=(6,593,224,665)
notice-body: THE FOLLOWING PERSON(S) IS (ARE) DOING BUSINESS AS: BOYANCA NAILS, 1418 LAKE MORE AVENUE, ANAHEIM, CA 92807. FULL NAME OF REGISTRANT(S) IS (ARE) AGUSTIN BARRERA CRUZ, 1418 LAKE MORE AVENUE APT 5, LOS ANGELES, CA 90026. THIS BUSINESS IS CONDUCTED BY: AN INDIVIDUAL. SIGNED: AGUSTIN BARRERA CRUZ. xyxy=(907,321,1125,375)
masthead-line xyxy=(10,51,353,67)
footer-fax: Fax: 626.609.3285 xyxy=(742,2552,856,2567)
notice-body: THE FOLLOWING PERSON(S) JOSE G MARIN ANDRADE HAS ABANDONED THE USE OF: THE MERIDIAN, 8820 MONICO AVE, LOS ANGELES, CA 90044. THE FICTITIOUS BUSINESS NAME REFERRED TO ABOVE WAS FILED ON 06/15/2015, IN THE COUNTY OF LOS ANGELES. SIGNED: JOSE G. MARIN ANDRADE, OWNER. xyxy=(231,460,448,514)
notice-body: THE FOLLOWING PERSON(S) IS (ARE) DOING BUSINESS AS: BRONZE & WOOD, BRONZE AND WOOD, 12004 STONECLIFF LANE, HARBOR CITY, CA 90710. FULL NAME OF REGISTRANT(S) IS (ARE) ERICKA DENAE FRANKLIN. THIS BUSINESS IS CONDUCTED BY: AN INDIVIDUAL. xyxy=(907,569,1125,615)
legal-notice xyxy=(1132,371,1350,433)
legal-notice xyxy=(456,177,674,265)
legal-notice xyxy=(1132,132,1350,212)
notice-publish-dates: Publish: ES Mountain Views News Dates Pub: Dec 29, 2018 Jan 5, 12, and 19, 2019 xyxy=(456,522,674,540)
legal-notice xyxy=(6,688,224,777)
notice-body: THE FOLLOWING PERSON(S) IS (ARE) DOING BUSINESS AS: MASTER MECHANIC AUTOMOTRIZ, 128 S MARIPOSA AVE, LOS ANGELES, CA 90004. xyxy=(6,1178,224,1206)
notice-publish-dates: Publish: ED Mountain Views News Dates Pub: DEC 22, 29, 2018 JAN 05, 12, 2019 xyxy=(1131,782,1349,801)
notice-heading: FICTITIOUS BUSINESS NAME STATEMENT FILE NO. 2018317001 xyxy=(681,817,899,827)
notice-publish-dates: Publish: ED Mountain Views News Dates Pub: DEC 22, 29, 2018 JAN 05, 12, 2019 xyxy=(907,758,1125,777)
footer-office-phone: Office: 626.355.2737 xyxy=(574,2552,700,2567)
notice-heading: FICTITIOUS BUSINESS NAME STATEMENT FILE NO. 2018-310064 xyxy=(907,714,1125,724)
notice-publish-dates: Publish: Mountain Views News Dates Pub: DEC 29, 2018 JAN 05, 12, 19, 2019 xyxy=(231,960,448,978)
notice-publish-dates: Publish: Mountain Views News Dates Pub: DEC 29, 2018 JAN 05, 12, 19, 2019 xyxy=(6,759,224,778)
legal-notice xyxy=(907,638,1125,709)
notice-heading: FICTITIOUS BUSINESS NAME STATEMENT FILE NO. 2018-308378 xyxy=(1131,661,1349,671)
notice-publish-dates: Publish: ED Mountain Views News Dates Pub: Dec 29, 2018, Jan 5, 12 and 19, 2019 xyxy=(681,871,899,890)
notice-heading: FICTITIOUS BUSINESS NAME STATEMENT FILE NO. 2018-314562 xyxy=(6,688,224,698)
notice-body: THE FOLLOWING PERSON(S) IS (ARE) DOING BUSINESS AS: OLD HEADS, OLD HEADS LA, 11035 ½ LARCH AVE, INGLEWOOD, CA 90304. FULL NAME OF REGISTRANT(S) IS (ARE) RICARDO ARNOLDO DE LEON, 11035 ½ LARCH AVE, INGLEWOOD, CA 90304. THIS BUSINESS IS CONDUCTED BY: AN INDIVIDUAL. SIGNED: RICARDO ARNOLDO DE LEON. THIS STATEMENT WAS FILED WITH THE COUNTY CLERK OF LOS ANGELES COUNTY ON 12/18/2018. THE REGISTRANT(S) HAS (HAVE) COMMENCED TO TRANSACT BUSINESS UNDER THE FICTITIOUS BUSINESS NAME OR NAMES LISTED ABOVE ON: 12/2018. NOTICE: THIS FICTITIOUS NAME STATEMENT EXPIRES FIVE YEARS FROM THE DATE IT WAS FILED IN THE OFFICE OF THE COUNTY CLERK. xyxy=(6,82,224,198)
notice-heading: FICTITIOUS BUSINESS NAME STATEMENT FILE NO. 2018-314355 xyxy=(6,73,224,82)
notice-publish-dates: Publish: ED Mountain Views News Dates Pub: DEC 22, 29, 2018 JAN 05, 12, 2019 xyxy=(907,827,1125,845)
notice-heading: FICTITIOUS BUSINESS NAME STATEMENT FILE NO. 2018-311104 xyxy=(6,585,224,594)
notice-body: THE FOLLOWING PERSON(S) IS (ARE) DOING BUSINESS AS: MAMONI ENTERPRISE, 6530 VINELAND AVE APT 118, NORTH HOLLYWOOD, CA 91606. FULL NAME OF REGISTRANT(S) IS (ARE) MOHAMMAD ISLAM, 6530 VINELAND AVE APT 118. THIS BUSINESS IS CONDUCTED BY: AN INDIVIDUAL. SIGNED: ABU MONJUR ISLAM, OWNER. xyxy=(681,158,899,212)
notice-body: THE FOLLOWING PERSON(S) IS (ARE) DOING BUSINESS AS: BRAKE CENTERS, 4732 MANHATTAN BEACH BLVD, LAWNDALE, CA 90260. FULL NAME OF REGISTRANT(S) IS (ARE) MANHATTAN AUTO SERVICE INC, 4732 MANHATTAN BEACH BLVD, LAWNDALE, CA 90260. THIS BUSINESS IS CONDUCTED BY: A CORPORATION. SIGNED: MANHATTAN AUTO SERVICE INC. xyxy=(907,407,1125,470)
legal-notice xyxy=(6,585,224,682)
notice-body: THE FOLLOWING PERSON(S) IS (ARE) DOING BUSINESS AS: CONCHE M CULTURA, 11471 VENICE BLVD SPT 6, LOS ANGELES, CA 90066. xyxy=(907,859,1125,887)
notice-publish-dates: Publish: ES Mountain Views News Dates Pub: Dec 29, 2018 Jan 5, 12, and 19, 2019 xyxy=(456,942,674,960)
notice-heading: FICTITIOUS BUSINESS NAME STATEMENT FILE NO. 2018-314125 xyxy=(6,351,224,361)
notice-body: THE FOLLOWING PERSON(S) IS (ARE) DOING BUSINESS AS: MAGGIE MEJIA'S, 5939 ESTELLE AVE, APT 17, LOS ANGELES, CA 90041. FULL NAME OF REGISTRANT(S) IS (ARE) MICHAEL ACA, 5939 ESTELLE AVE, APT 17, LOS ANGELES, CA 90041. THIS BUSINESS IS CONDUCTED BY: AN INDIVIDUAL. SIGNED: MICHAEL ACA. xyxy=(681,664,899,718)
page-footer xyxy=(0,2541,1358,2576)
legal-notice xyxy=(1132,516,1350,588)
notice-body: THE FOLLOWING PERSON(S) IS (ARE) DOING BUSINESS AS: ZOILE MARKET & TOBACCO, 706 N LA BREA AVE, INGLEWOOD, CA 90302. FULL NAME OF REGISTRANT(S) IS (ARE) LOTO ENTERPRISES LLC, 409 S MARIPOSA AVE # 5, LOS ANGELES, CA 90020. THIS BUSINESS IS CONDUCTED BY: A LIMITED LIABILITY COMPANY. SIGNED: GUILLERMO VELASQUEZ, PRESIDENT. xyxy=(456,366,674,428)
notice-body: THE FOLLOWING PERSON(S) IS (ARE) DOING BUSINESS AS: JAVIER'S UPHOLSTERY, 4212 E CESAR CHAVEZ AVE, LOS ANGELES, CA 90022. FULL NAME OF REGISTRANT(S) IS (ARE) JAVIER CALDERON. THIS BUSINESS IS CONDUCTED BY: AN INDIVIDUAL. xyxy=(1131,814,1349,860)
issue-date: Saturday, January 12, 2019 xyxy=(173,51,353,67)
notice-publish-dates: Publish: ED Mountain Views News Dates Pub: DEC 22, 29, 2018 JAN 05, 12, 2019 xyxy=(1131,859,1349,877)
legal-notice xyxy=(6,351,224,467)
notice-body: THE FOLLOWING PERSON(S) IS (ARE) DOING BUSINESS AS: CASH AND CARRY TOWING, 6007 PEACH AVE, VAN NUYS, CA 91411. FULL NAME OF REGISTRANT(S) IS (ARE) MICHAEL KOEHLER, 6007 PEACH AVE, VAN NUYS, CA 91411. THIS BUSINESS IS CONDUCTED BY: AN INDIVIDUAL. xyxy=(681,827,899,871)
legal-notice xyxy=(6,782,224,880)
notice-publish-dates: Publish: Mountain Views News Dates Pub: DEC 29, 2018 JAN 05, 12, 19, 2019 xyxy=(6,197,224,216)
notice-body: THE FOLLOWING PERSON(S) IS (ARE) DOING BUSINESS AS: HELLO VIP SIGNING & VTM BEACH RENTAL, LAWNDALE, CA 90638. FULL NAME OF REGISTRANT(S) IS (ARE) EUNHYANG KIM. THIS BUSINESS IS CONDUCTED BY: AN INDIVIDUAL. xyxy=(1131,670,1349,706)
legal-notice xyxy=(456,357,674,446)
legal-notice xyxy=(682,655,900,735)
notice-body: THE FOLLOWING PERSON(S) IS (ARE) DOING BUSINESS AS: REED & ASSOCIATES, 1900 OCEAN BLVD SUITE 508, LONG BEACH, CA 90802. FULL NAME OF REGISTRANT(S) IS (ARE) ERVIN REED LINTON, 1900 E OCEAN BLVD SUITE 508, LONG BEACH, CA 90802; KIMBERLY LINTON, 1900 E OCEAN BLVD SUITE 508, LONG BEACH, CA 90802. THIS BUSINESS IS CONDUCTED BY: A GENERAL PARTNERSHIP. SIGNED: ERVIN REED LINTON. THIS STATEMENT WAS FILED WITH THE COUNTY CLERK OF LOS ANGELES COUNTY ON 12/18/2018. xyxy=(6,480,224,562)
notice-heading: FICTITIOUS BUSINESS NAME STATEMENT FILE NO. 2018319157 xyxy=(681,569,899,579)
notice-body: THE FOLLOWING PERSON(S) IS (ARE) DOING BUSINESS AS: CEROS GALLERY, 5961 UNION AVE, LOS ANGELES, CA 90001. FULL NAME OF REGISTRANT(S) IS (ARE) ARTURO MELCHOR DURAN. THIS BUSINESS IS CONDUCTED BY: AN INDIVIDUAL. xyxy=(907,791,1125,827)
notice-publish-dates: Publish: ED Mountain Views News Dates Pub: DEC 22, 29, 2018 JAN 05, 12, 2019 xyxy=(1131,569,1349,588)
notice-publish-dates: Publish: ED Mountain Views News Dates Pub: Dec 29, 2018, Jan 5, 12 and 19, 2019 xyxy=(681,717,899,736)
notice-publish-dates: Publish: Mountain Views News Dates Pub: DEC 29, 2018 JAN 05, 12, 19, 2019 xyxy=(231,342,448,361)
notice-body: THE FOLLOWING PERSON(S) IS (ARE) DOING BUSINESS AS: TRAVEL KING MOTORS INC 849 E 7TH STREET, LONG BEACH, CA 90813. FULL NAME OF REGISTRANT(S) IS (ARE) TOSSI S. MORE, TRUSTEE, 849 E 7 TH STREET, LONG BEACH, CA 90813. THIS BUSINESS IS CONDUCTED BY: A TRUST. SIGNED: SANJAY S. MORE, TRUSTEE. THIS STATEMENT WAS FILED WITH THE COUNTY CLERK OF LOS ANGELES COUNTY ON 12/20/2018. xyxy=(6,1083,224,1147)
notice-body: THE FOLLOWING PERSON(S) IS (ARE) DOING BUSINESS AS: LOUIE TACOS 2414 NOGUERT ST, LANCASTER, CA 93535. FULL NAME OF REGISTRANT(S) IS (ARE) LOUIS ANTONIO RODRIGUEZ. THIS BUSINESS IS CONDUCTED BY: AN INDIVIDUAL. xyxy=(456,897,674,943)
notice-body: THE FOLLOWING PERSON(S) IS (ARE) DOING BUSINESS AS: MEDIDESK, 9206 PETIT AVE, NORTHRIDGE, CA 91343. FULL NAME OF REGISTRANT(S) IS (ARE) PIYAYA INC, 9206 PETIT AVE, NORTHRIDGE, CA 91343. THIS BUSINESS IS CONDUCTED BY: A CORPORATION. SIGNED: SUNE IBRAHIM GUNGOR, PRESIDENT. THIS STATEMENT WAS FILED WITH THE COUNTY CLERK OF LOS ANGELES COUNTY ON 12/18/2018. xyxy=(456,185,674,248)
notice-publish-dates: Publish: ES Mountain Views News Dates Pub: Dec 29, 2018 Jan 5, 12, and 19, 2019 xyxy=(456,865,674,884)
notice-publish-dates: Publish: Mountain Views News Dates Pub: DEC 29, 2018 JAN 05, 12, 19, 2019 xyxy=(231,1045,448,1064)
notice-body: THE FOLLOWING PERSON(S) IS (ARE) DOING BUSINESS AS: AZZ HOME REMODELING, 18175 VENTURA BLVD SUITE 205, LOS ANGELES, CA 90035. FULL NAME OF REGISTRANT(S) IS (ARE) MOSHE COHEN, 18175 VENTURA BLVD #101, TARZANA, CA 91356. THIS BUSINESS IS CONDUCTED BY: AN INDIVIDUAL. SIGNED: MOSHE COHEN, OWNER. xyxy=(681,244,899,298)
notice-heading: FICTITIOUS BUSINESS NAME STATEMENT FILE NO. 2018-308377 xyxy=(1131,516,1349,526)
notice-heading: FICTITIOUS BUSINESS NAME STATEMENT FILE NO. 2018-314899 xyxy=(6,980,224,990)
notice-heading: FICTITIOUS BUSINESS NAME STATEMENT FILE NO. 2018-304865 xyxy=(1131,592,1349,602)
legal-notice xyxy=(1132,593,1350,655)
notice-publish-dates: Publish: ED Mountain Views News Dates Pub: DEC 22, 29, 2018 JAN 05, 12, 2019 xyxy=(1131,347,1349,367)
notice-heading: FICTITIOUS BUSINESS NAME STATEMENT FILE NO. 2018318980 xyxy=(681,407,899,417)
notice-column xyxy=(6,73,228,2535)
notice-body: THE FOLLOWING PERSON(S) IS (ARE) DOING BUSINESS AS: BODEGA GAUCHOS CNH PREMIUM, 311 FANINA AVE, LA PUENTE, CA 91744. FULL NAME OF REGISTRANT(S) IS (ARE) SHSEJ INTERNATIONAL INC, 311 FANINA AVE, LA PUENTE, CA 91744. THIS BUSINESS IS CONDUCTED BY: A CORPORATION. SIGNED: HANZHAO CAO. THIS STATEMENT WAS FILED WITH THE COUNTY CLERK OF LOS ANGELES COUNTY ON 12/20/2018. xyxy=(231,177,448,239)
publication-name: Mountain Views-News xyxy=(10,51,157,67)
notice-publish-dates: Publish: Mountain Views News Dates Pub: DEC 29, 2018 JAN 05, 12, 19, 2019 xyxy=(6,449,224,467)
legal-notice xyxy=(456,546,674,635)
legal-notice xyxy=(682,321,900,401)
notice-heading: FICTITIOUS BUSINESS NAME STATEMENT FILE NO. 2018319974 xyxy=(681,73,899,82)
notice-publish-dates: Publish: Mountain Views News Dates Pub: DEC 29, 2018 JAN 05, 12, 19, 2019 xyxy=(6,957,224,975)
legal-notice xyxy=(907,493,1125,555)
legal-notice xyxy=(1132,661,1350,723)
notice-body: THE FOLLOWING PERSON(S) IS (ARE) DOING BUSINESS AS: SIGA MOTORWORKS, 1101 W CARLTON AVE, WEST COVINA, CA 91790. FULL NAME OF REGISTRANT(S) IS (ARE) BRYAN G. PASCUAL, 1101 W CARLTON AVE, WEST COVINA, CA 91790. THIS BUSINESS IS CONDUCTED BY: AN INDIVIDUAL. SIGNED: BRYAN G. PASCUAL. THIS STATEMENT WAS FILED WITH THE COUNTY CLERK OF LOS ANGELES COUNTY ON 12/20/2018. xyxy=(6,697,224,759)
footer-email[interactable]: Email: editor@mtnviewsnews.com xyxy=(896,2552,1103,2567)
